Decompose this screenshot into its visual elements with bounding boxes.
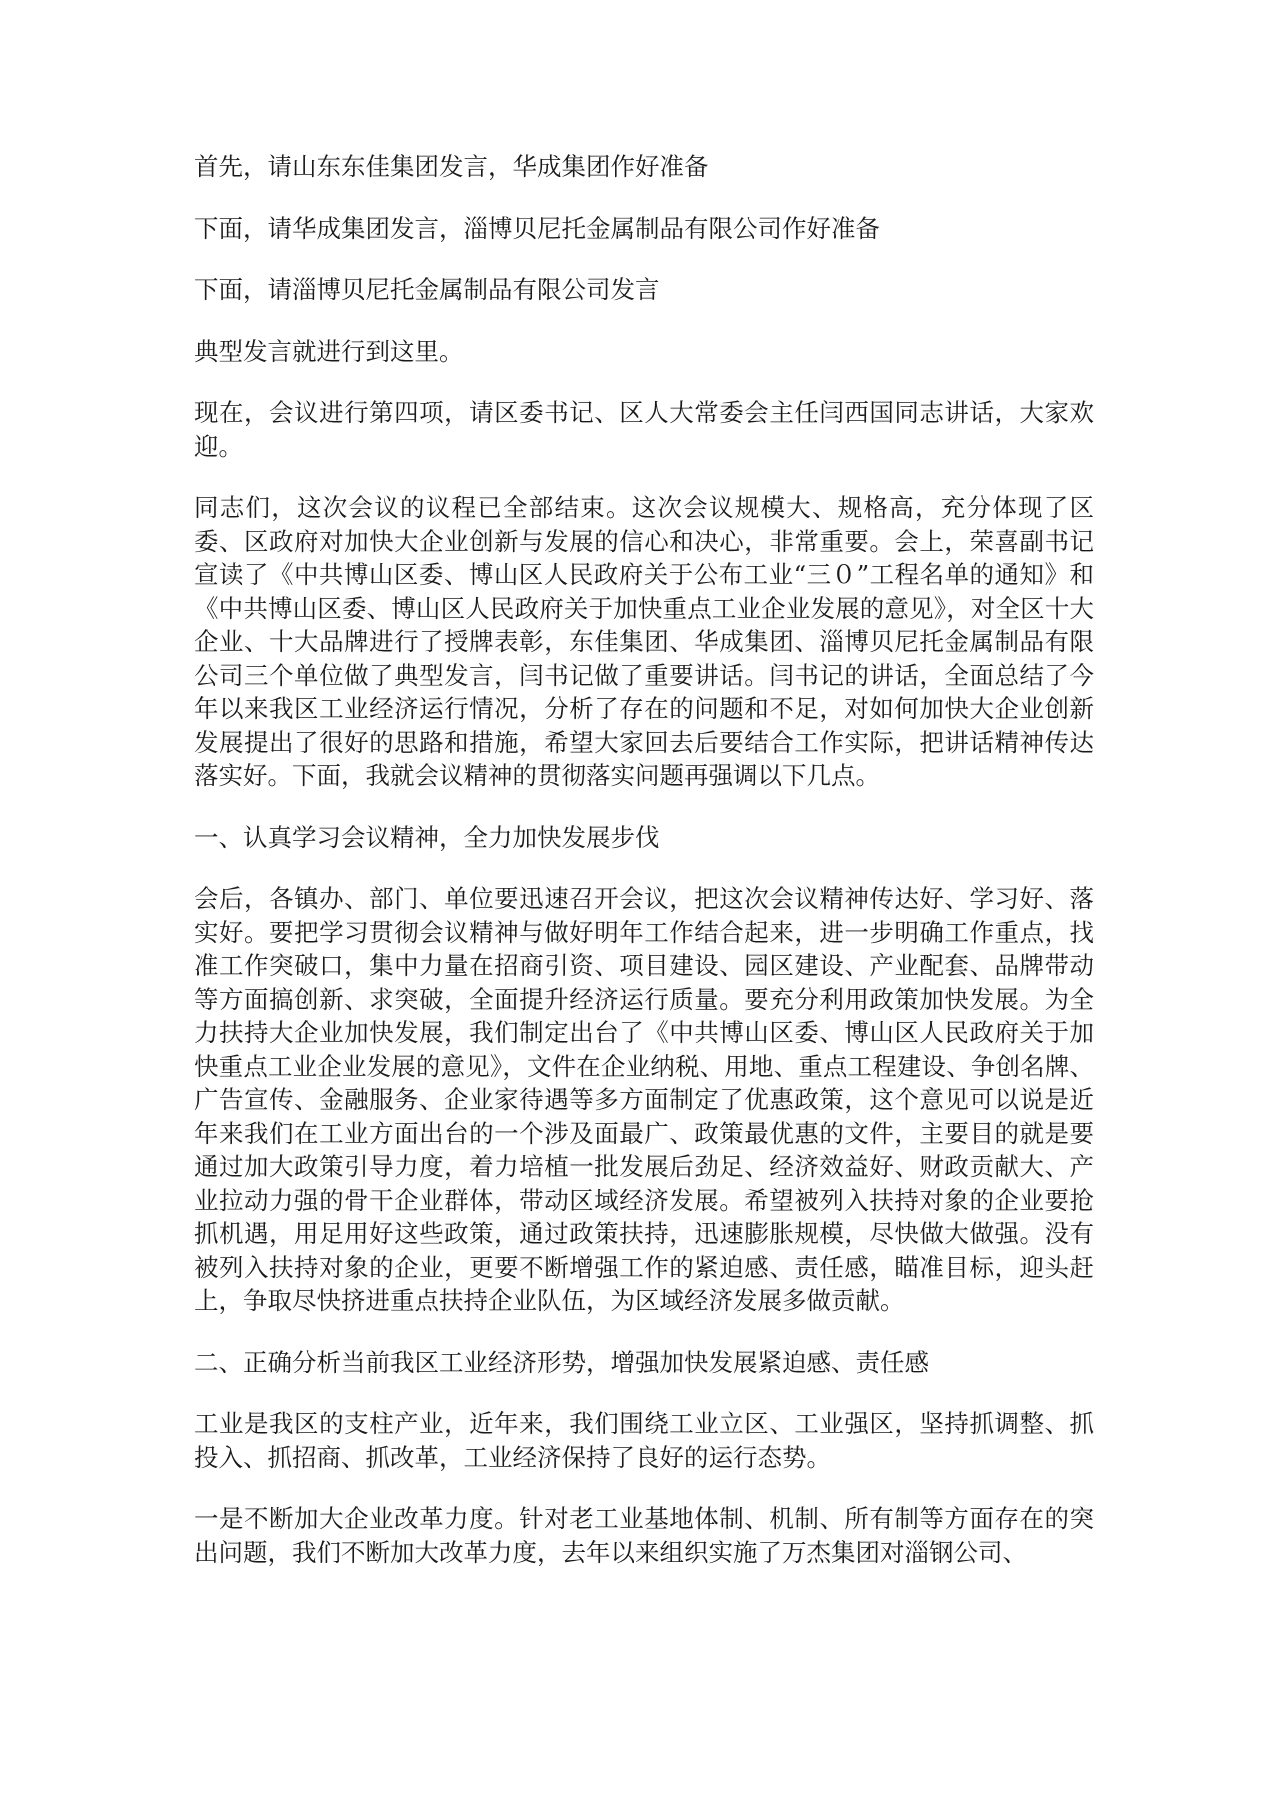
paragraph-meeting-summary: 同志们，这次会议的议程已全部结束。这次会议规模大、规格高，充分体现了区委、区政府对加快大企业创新与发展的信心和决心，非常重要。会上，荣喜副书记宣读了《中共博山区委、博山区人民政府关于公布工业“三０”工程名单的通知》和《中共博山区委、博山区人民政府关于加快重点工业企业发展的意见》，对全区十大企业、十大品牌进行了授牌表彰，东佳集团、华成集团、淄博贝尼托金属制品有限公司三个单位做了典型发言，闫书记做了重要讲话。闫书记的讲话，全面总结了今年以来我区工业经济运行情况，分析了存在的问题和不足，对如何加快大企业创新发展提出了很好的思路和措施，希望大家回去后要结合工作实际，把讲话精神传达落实好。下面，我就会议精神的贯彻落实问题再强调以下几点。 <box>194 493 1094 790</box>
paragraph-reform-point-one: 一是不断加大企业改革力度。针对老工业基地体制、机制、所有制等方面存在的突出问题，我们不断加大改革力度，去年以来组织实施了万杰集团对淄钢公司、 <box>194 1504 1094 1567</box>
paragraph-industry-overview: 工业是我区的支柱产业，近年来，我们围绕工业立区、工业强区，坚持抓调整、抓投入、抓招商、抓改革，工业经济保持了良好的运行态势。 <box>194 1409 1094 1472</box>
section-heading-two: 二、正确分析当前我区工业经济形势，增强加快发展紧迫感、责任感 <box>194 1347 929 1377</box>
paragraph-speaker-huacheng: 下面，请华成集团发言，淄博贝尼托金属制品有限公司作好准备 <box>194 213 880 243</box>
paragraph-section-one-body: 会后，各镇办、部门、单位要迅速召开会议，把这次会议精神传达好、学习好、落实好。要把学习贯彻会议精神与做好明年工作结合起来，进一步明确工作重点，找准工作突破口，集中力量在招商引资、项目建设、园区建设、产业配套、品牌带动等方面搞创新、求突破，全面提升经济运行质量。要充分利用政策加快发展。为全力扶持大企业加快发展，我们制定出台了《中共博山区委、博山区人民政府关于加快重点工业企业发展的意见》，文件在企业纳税、用地、重点工程建设、争创名牌、广告宣传、金融服务、企业家待遇等多方面制定了优惠政策，这个意见可以说是近年来我们在工业方面出台的一个涉及面最广、政策最优惠的文件，主要目的就是要通过加大政策引导力度，着力培植一批发展后劲足、经济效益好、财政贡献大、产业拉动力强的骨干企业群体，带动区域经济发展。希望被列入扶持对象的企业要抢抓机遇，用足用好这些政策，通过政策扶持，迅速膨胀规模，尽快做大做强。没有被列入扶持对象的企业，更要不断增强工作的紧迫感、责任感，瞄准目标，迎头赶上，争取尽快挤进重点扶持企业队伍，为区域经济发展多做贡献。 <box>194 884 1094 1315</box>
paragraph-speaker-beinituo: 下面，请淄博贝尼托金属制品有限公司发言 <box>194 275 660 304</box>
document-body <box>194 150 1094 1597</box>
paragraph-speaker-dongjia: 首先，请山东东佳集团发言，华成集团作好准备 <box>194 152 709 181</box>
paragraph-agenda-item-four: 现在，会议进行第四项，请区委书记、区人大常委会主任闫西国同志讲话，大家欢迎。 <box>194 398 1094 461</box>
section-heading-one: 一、认真学习会议精神，全力加快发展步伐 <box>194 822 660 852</box>
paragraph-speeches-end: 典型发言就进行到这里。 <box>194 336 464 366</box>
